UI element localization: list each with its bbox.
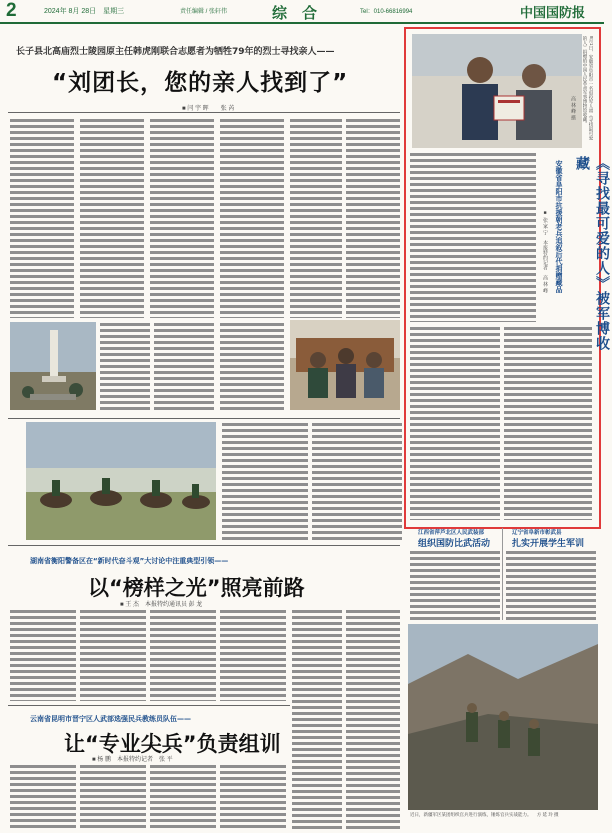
lead-text-column-7 — [100, 322, 150, 410]
mid-rule — [8, 545, 400, 546]
lead-text-column-6 — [346, 118, 400, 318]
bottom-text-column-4 — [220, 764, 286, 830]
lead-text-column-3 — [150, 118, 214, 318]
soldiers-photo-caption — [410, 812, 596, 818]
bottom-text-column-1 — [10, 764, 76, 830]
mid-text-column-a — [222, 422, 308, 542]
mid-text-column-3 — [150, 609, 216, 701]
mid-kicker: 湖南省衡阳警备区在“新时代奋斗观”大讨论中注重典型引领—— — [30, 557, 229, 565]
lead-headline: “刘团长，您的亲人找到了” — [52, 70, 349, 96]
brief1-headline: 组织国防比武活动 — [418, 539, 491, 549]
bottom-rule — [8, 705, 290, 706]
mid-text-column-1 — [10, 609, 76, 701]
bottom-text-column-3 — [150, 764, 216, 830]
soldiers-photo-credit: 方 延 玲 摄 — [536, 812, 559, 817]
mid-byline: ■ 王 杰 本报特约通讯员 彭 龙 — [120, 602, 203, 608]
page-number: 2 — [6, 0, 17, 21]
brief2-text — [506, 550, 596, 620]
brief2-headline: 扎实开展学生军训 — [512, 539, 585, 549]
mid-text-column-5 — [292, 609, 342, 829]
phone-number: Tel：010-66816994 — [360, 9, 413, 15]
lead-text-column-2 — [80, 118, 144, 318]
featured-text-block-1 — [410, 152, 536, 322]
lead-text-column-9 — [220, 322, 284, 410]
lead-text-column-5 — [290, 118, 342, 318]
mid-text-column-2 — [80, 609, 146, 701]
bottom-kicker: 云南省昆明市晋宁区人武部选强民兵教练员队伍—— — [30, 715, 191, 723]
soldiers-photo-caption-text: 近日，新疆军区某团组织官兵进行演练，锤炼官兵实战能力。 — [410, 812, 532, 817]
featured-subheadline: 安徽省阜阳市抗援朝老兵追叙后代捐赠藏品 — [555, 160, 563, 293]
lead-byline: ■ 闫 宇 晖 张 芮 — [182, 106, 235, 112]
featured-photo-credit: 高 林 峰 摄 — [570, 96, 576, 121]
horse-photo-caption-strip — [10, 424, 22, 540]
bottom-text-column-2 — [80, 764, 146, 830]
lead-photo-monument — [10, 322, 96, 410]
lead-kicker: 长子县北高庙烈士陵园原主任韩虎刚联合志愿者为牺牲79年的烈士寻找亲人—— — [16, 47, 335, 57]
lead-text-column-1 — [10, 118, 74, 318]
mid-text-column-4 — [220, 609, 286, 701]
brief1-kicker: 江西省萍芦北区人民武装部 — [418, 530, 485, 536]
section-name: 综 合 — [272, 4, 318, 22]
mid-text-column-6 — [346, 609, 400, 829]
featured-text-block-3 — [504, 326, 592, 520]
section-rule — [8, 418, 400, 419]
lead-text-column-8 — [154, 322, 214, 410]
lead-photo-people — [290, 320, 400, 410]
issue-date: 2024年 8月 28日 星期三 — [44, 8, 125, 15]
brief-divider — [502, 528, 503, 620]
bottom-headline: 让“专业尖兵”负责组训 — [64, 732, 281, 756]
horse-riders-photo — [26, 422, 216, 540]
featured-photo-caption: 8月1日，安徽省阜阳市一名退役军人将《寻找最可爱的人》捐赠给中国人民革命军事博物馆收藏。 — [583, 36, 594, 141]
mid-headline: 以“榜样之光”照亮前路 — [88, 576, 305, 600]
featured-photo — [412, 34, 582, 148]
soldiers-drill-photo — [408, 624, 598, 810]
bottom-byline: ■ 杨 鹏 本报特约记者 张 平 — [92, 757, 173, 763]
mid-text-column-b — [312, 422, 402, 542]
featured-byline: ■ 张 家 宁 本报特约记者 高 林 峰 — [542, 210, 548, 293]
newspaper-logo: 中国国防报 — [520, 6, 586, 21]
brief2-kicker: 辽宁省阜新市彰武县 — [512, 530, 562, 536]
featured-text-block-2 — [410, 326, 500, 520]
editor-credit: 责任编辑 / 张轩伟 — [180, 9, 228, 15]
lead-text-column-4 — [220, 118, 284, 318]
brief1-text — [410, 550, 500, 620]
lead-rule — [8, 112, 400, 113]
featured-headline: 《寻找最可爱的人》被军博收藏 — [574, 156, 610, 351]
